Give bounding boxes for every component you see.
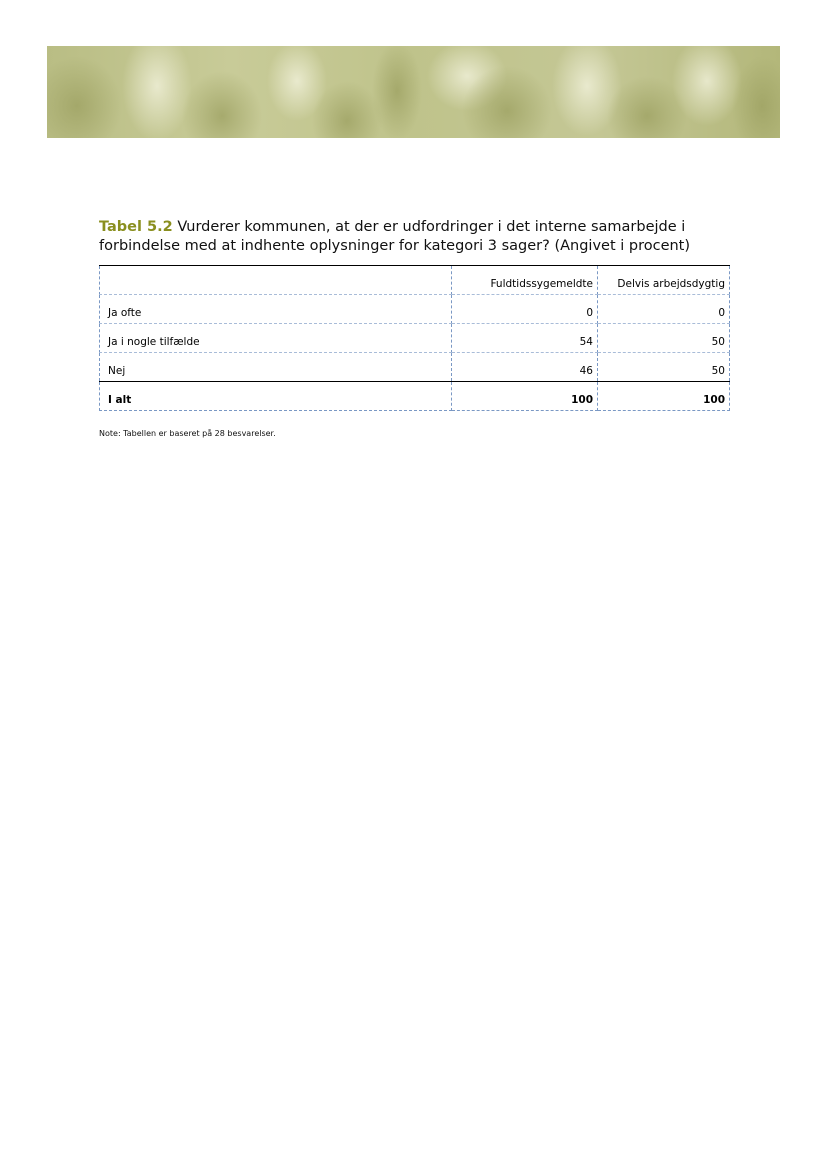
cell-value: 50 (598, 324, 730, 353)
cell-value: 50 (598, 353, 730, 382)
table-header-row (100, 266, 730, 295)
header-banner-image (47, 46, 780, 138)
table-row (100, 353, 730, 382)
table-caption-text: Vurderer kommunen, at der er udfordringer i det interne samarbejde i forbindelse med at indhente oplysninger for kategori 3 sager? (Angivet i procent) (99, 219, 691, 254)
cell-value: 46 (452, 353, 598, 382)
table-caption (99, 218, 739, 256)
table-row (100, 295, 730, 324)
row-label: Ja i nogle tilfælde (100, 324, 452, 353)
survey-table (99, 265, 730, 411)
row-label: Nej (100, 353, 452, 382)
table-total-row (100, 382, 730, 411)
row-label: Ja ofte (100, 295, 452, 324)
total-label: I alt (100, 382, 452, 411)
cell-value: 0 (598, 295, 730, 324)
table-header-fuldtid: Fuldtidssygemeldte (452, 266, 598, 295)
table-header-empty (100, 266, 452, 295)
table-note: Note: Tabellen er baseret på 28 besvarelser. (99, 429, 276, 438)
table-row (100, 324, 730, 353)
cell-value: 54 (452, 324, 598, 353)
table-caption-label: Tabel 5.2 (99, 219, 173, 235)
total-value: 100 (452, 382, 598, 411)
cell-value: 0 (452, 295, 598, 324)
table-header-delvis: Delvis arbejdsdygtig (598, 266, 730, 295)
total-value: 100 (598, 382, 730, 411)
